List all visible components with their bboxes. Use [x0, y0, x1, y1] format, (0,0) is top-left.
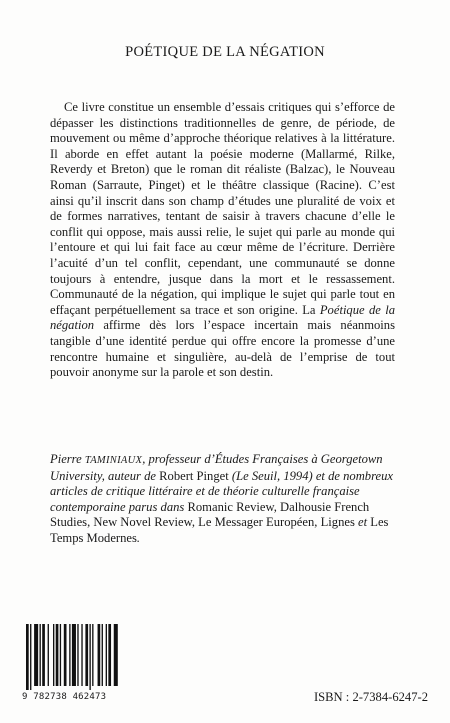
bio-journal-last: Les Temps Modernes [50, 515, 389, 545]
barcode [22, 624, 118, 706]
summary-text-1: Ce livre constitue un ensemble d’essais critiques qui s’efforce de dépasser les distinctions traditionnelles de genre, de période, de mouvement ou même d’approche théorique relatives à la littérature. Il aborde en effet autant la poésie moderne (Mallarmé, Rilke, Reverdy et Breton) que le roman dit réaliste (Balzac), le Nouveau Roman (Sarraute, Pinget) et le théâtre classique (Racine). C’est ainsi qu’il inscrit dans son champ d’études une pluralité de voix et de formes narratives, tentant de saisir à travers chacune d’elle le conflit qui oppose, mais aussi relie, le sujet qui parle au monde qui l’entoure et qui lui fait face au cœur même de l’écriture. Derrière l’acuité d’un tel conflit, cependant, une communauté se donne toujours à entendre, jusque dans la mort et le ressassement. Communauté de la négation, qui implique le sujet qui parle tout en effaçant perpétuellement sa trace et son origine. La [50, 100, 395, 317]
barcode-bar [48, 624, 49, 686]
barcode-bar [89, 624, 90, 690]
barcode-bar [106, 624, 107, 686]
bio-text-3: (Le Seuil, 1994) et de nombreux articles de critique littéraire et de théorie culturelle française contemporaine parus dans [50, 468, 394, 514]
bio-journals: Romanic Review, Dalhousie French Studies, New Novel Review, Le Messager Européen, Lignes [50, 499, 370, 530]
barcode-bar [102, 624, 103, 686]
barcode-bar [85, 624, 88, 686]
summary-italic-title: Poétique de la négation [50, 302, 395, 333]
barcode-bar [56, 624, 59, 686]
author-bio [50, 452, 395, 547]
bio-book-title: Robert Pinget [159, 468, 229, 483]
isbn: ISBN : 2-7384-6247-2 [313, 690, 428, 704]
bio-text-5: . [136, 530, 141, 545]
barcode-bar [114, 624, 118, 686]
barcode-bar [60, 624, 61, 686]
barcode-digits: 9 782738 462473 [22, 692, 107, 702]
barcode-bar [77, 624, 78, 686]
book-title: POÉTIQUE DE LA NÉGATION [125, 44, 325, 60]
barcode-bar [26, 624, 29, 690]
barcode-bar [40, 624, 41, 686]
barcode-bar [42, 624, 45, 686]
author-surname: TAMINIAUX [84, 455, 143, 466]
barcode-bar [34, 624, 38, 686]
barcode-bar [69, 624, 70, 686]
barcode-bar [53, 624, 54, 686]
barcode-bar [98, 624, 101, 686]
barcode-bar [64, 624, 67, 686]
barcode-bar [81, 624, 82, 686]
summary-text-2: affirme dès lors l’espace incertain mais néanmoins tangible d’une identité perdue qui offre encore la promesse d’une rencontre humaine et singulière, au-delà de l’emprise de tout pouvoir anonyme sur la parole et son destin. [50, 318, 395, 380]
bio-text-2: , professeur d’Études Françaises à Georgetown University, auteur de [50, 452, 383, 483]
barcode-bar [30, 624, 31, 690]
barcode-bar [92, 624, 93, 686]
book-summary [50, 100, 395, 381]
barcode-bar [108, 624, 111, 686]
barcode-bars [22, 624, 118, 692]
barcode-bar [72, 624, 76, 686]
bio-text-4: et [354, 515, 371, 530]
bio-text-1: Pierre [50, 452, 85, 466]
